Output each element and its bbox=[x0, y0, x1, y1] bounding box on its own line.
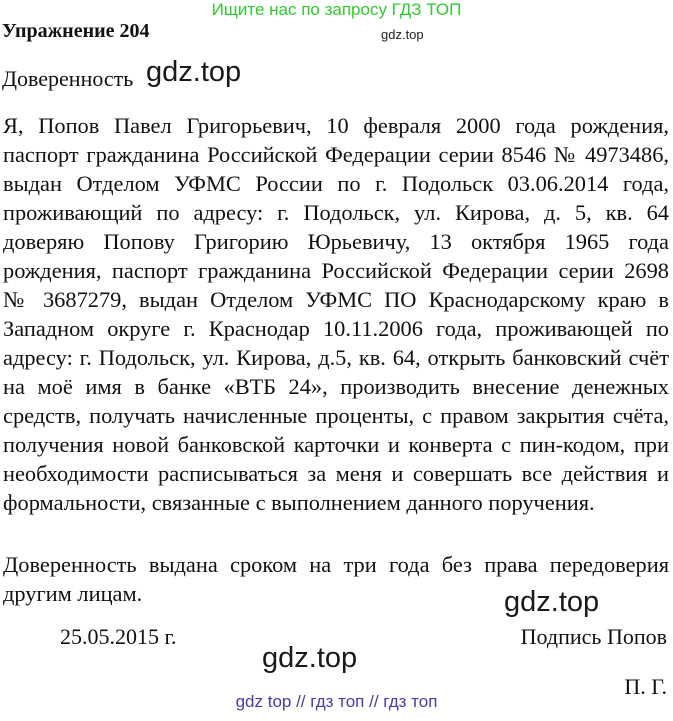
document-body bbox=[3, 111, 669, 517]
body-line: адресу: г. Подольск, ул. Кирова, д.5, кв. 64, открыть банковский счёт bbox=[3, 345, 669, 370]
body-line: выдан Отделом УФМС России по г. Подольск 03.06.2014 года, bbox=[3, 171, 669, 196]
body-line: на моё имя в банке «ВТБ 24», производить внесение денежных bbox=[3, 374, 669, 399]
body-line: Западном округе г. Краснодар 10.11.2006 года, проживающей по bbox=[3, 316, 669, 341]
watermark-small: gdz.top bbox=[381, 27, 424, 42]
body-line: получения новой банковской карточки и конверта с пин-кодом, при bbox=[3, 432, 669, 457]
signature-line: Подпись Попов bbox=[520, 624, 667, 649]
watermark-footer: gdz top // гдз топ // гдз топ bbox=[235, 692, 438, 711]
body-line: средств, получать начисленные проценты, с правом закрытия счёта, bbox=[3, 403, 669, 428]
body-line: формальности, связанные с выполнением данного поручения. bbox=[3, 490, 595, 515]
validity-line: Доверенность выдана сроком на три года без права передоверия bbox=[3, 552, 669, 577]
validity-line: другим лицам. bbox=[3, 581, 143, 606]
body-line: паспорт гражданина Российской Федерации серии 8546 № 4973486, bbox=[3, 142, 669, 167]
body-line: необходимости расписываться за меня и совершать все действия и bbox=[3, 461, 669, 486]
body-line: № 3687279, выдан Отделом УФМС ПО Краснодарскому краю в bbox=[3, 287, 669, 312]
body-line: рождения, паспорт гражданина Российской Федерации серии 2698 bbox=[3, 258, 669, 283]
watermark-title: gdz.top bbox=[146, 56, 242, 88]
body-line: Я, Попов Павел Григорьевич, 10 февраля 2000 года рождения, bbox=[3, 113, 669, 138]
document-date: 25.05.2015 г. bbox=[60, 624, 177, 649]
watermark-mid-right: gdz.top bbox=[504, 586, 600, 618]
watermark-bottom-center: gdz.top bbox=[262, 642, 358, 674]
exercise-heading: Упражнение 204 bbox=[2, 20, 150, 42]
body-line: проживающий по адресу: г. Подольск, ул. Кирова, д. 5, кв. 64 bbox=[3, 200, 669, 225]
watermark-banner: Ищите нас по запросу ГДЗ ТОП bbox=[211, 0, 462, 19]
document-title: Доверенность bbox=[2, 66, 134, 91]
body-line: доверяю Попову Григорию Юрьевичу, 13 октября 1965 года bbox=[3, 229, 669, 254]
signature-initials: П. Г. bbox=[624, 674, 667, 699]
